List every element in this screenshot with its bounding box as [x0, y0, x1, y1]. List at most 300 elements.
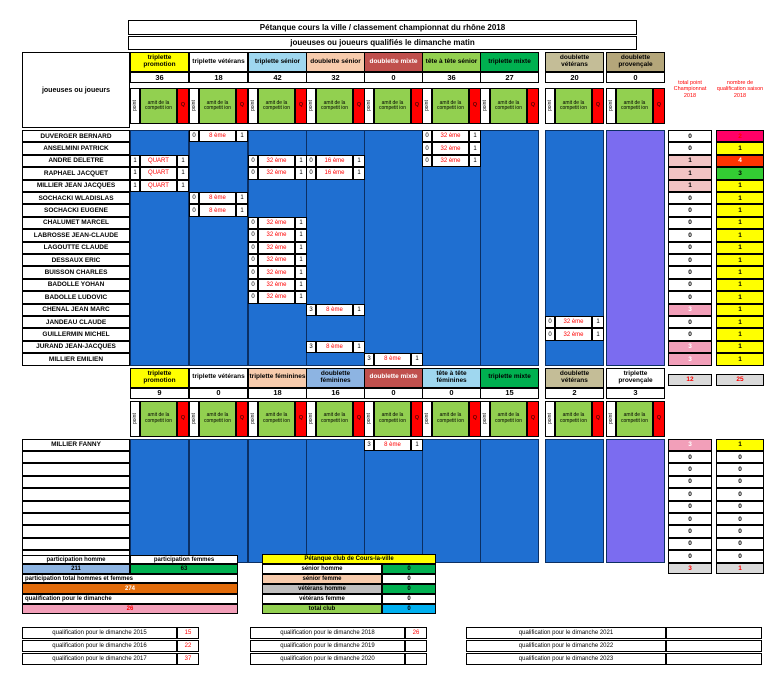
player-total: 0	[668, 142, 712, 154]
player-total: 1	[668, 167, 712, 179]
player-qualif-count: 1	[716, 316, 764, 328]
women-column-fill-0	[130, 439, 189, 563]
women-point-label-7: point	[545, 401, 555, 437]
women-q-label-3: Q	[353, 401, 365, 437]
empty-total: 0	[668, 525, 712, 537]
empty-total: 0	[668, 451, 712, 463]
entry-point: 0	[248, 229, 258, 241]
entry-point: 0	[189, 130, 199, 142]
men-point-label-4: point	[364, 88, 374, 124]
page-title: Pétanque cours la ville / classement championnat du rhône 2018	[128, 20, 637, 35]
participation-total-label: participation total hommes et femmes	[22, 574, 238, 583]
women-category-count-2: 18	[248, 388, 307, 399]
club-title: Pétanque club de Cours-la-ville	[262, 554, 436, 564]
empty-name-cell	[22, 513, 130, 525]
women-competition-label-1: amit de la competit ion	[199, 401, 236, 437]
empty-qualif: 0	[716, 550, 764, 562]
entry-point: 0	[248, 167, 258, 179]
entry-point: 3	[364, 439, 374, 451]
qualification-label: qualification pour le dimanche	[22, 594, 238, 604]
men-q-label-1: Q	[236, 88, 248, 124]
women-point-label-0: point	[130, 401, 140, 437]
men-point-label-8: point	[606, 88, 616, 124]
entry-qualif: 1	[295, 254, 307, 266]
entry-result: 8 ème	[374, 353, 411, 365]
empty-total: 0	[668, 513, 712, 525]
women-q-label-5: Q	[469, 401, 481, 437]
men-point-label-5: point	[422, 88, 432, 124]
men-competition-label-7: amit de la competit ion	[555, 88, 592, 124]
history-label: qualification pour le dimanche 2019	[250, 640, 405, 652]
women-point-label-5: point	[422, 401, 432, 437]
entry-qualif: 1	[353, 155, 365, 167]
men-total-points: 12	[668, 374, 712, 386]
empty-total: 0	[668, 476, 712, 488]
women-competition-label-5: amit de la competit ion	[432, 401, 469, 437]
club-row-value: 0	[382, 564, 436, 574]
player-name: ANDRE DELETRE	[22, 155, 130, 167]
player-total: 0	[668, 279, 712, 291]
women-q-label-2: Q	[295, 401, 307, 437]
men-category-count-5: 36	[422, 72, 481, 83]
men-category-count-1: 18	[189, 72, 248, 83]
player-total: 0	[668, 254, 712, 266]
women-total-qualif: 1	[716, 563, 764, 574]
entry-result: 32 ème	[555, 328, 592, 340]
history-label: qualification pour le dimanche 2020	[250, 653, 405, 665]
women-q-label-4: Q	[411, 401, 423, 437]
men-category-count-8: 0	[606, 72, 665, 83]
men-competition-label-1: amit de la competit ion	[199, 88, 236, 124]
men-q-label-6: Q	[527, 88, 539, 124]
women-competition-label-3: amit de la competit ion	[316, 401, 353, 437]
club-row-label: vétérans homme	[262, 584, 382, 594]
entry-result: 32 ème	[258, 266, 295, 278]
men-competition-label-6: amit de la competit ion	[490, 88, 527, 124]
player-total: 0	[668, 204, 712, 216]
entry-qualif: 1	[295, 217, 307, 229]
empty-name-cell	[22, 538, 130, 550]
entry-qualif: 1	[236, 204, 248, 216]
entry-point: 0	[248, 279, 258, 291]
women-q-label-0: Q	[177, 401, 189, 437]
women-q-label-1: Q	[236, 401, 248, 437]
entry-qualif: 1	[295, 266, 307, 278]
women-category-1: triplette vétérans	[189, 368, 248, 388]
entry-result: 8 ème	[199, 204, 236, 216]
women-column-fill-4	[364, 439, 423, 563]
men-category-3: doublette sénior	[306, 52, 365, 72]
player-name: CHENAL JEAN MARC	[22, 304, 130, 316]
player-qualif-count: 1	[716, 291, 764, 303]
women-q-label-6: Q	[527, 401, 539, 437]
women-point-label-1: point	[189, 401, 199, 437]
women-column-fill-6	[480, 439, 539, 563]
entry-qualif: 1	[353, 304, 365, 316]
women-point-label-2: point	[248, 401, 258, 437]
club-row-label: total club	[262, 604, 382, 614]
player-name: GUILLERMIN MICHEL	[22, 328, 130, 340]
history-value: 37	[177, 653, 199, 665]
player-qualif-count: 1	[716, 142, 764, 154]
entry-result: QUART	[140, 167, 177, 179]
history-label: qualification pour le dimanche 2017	[22, 653, 177, 665]
participation-women-label: participation femmes	[130, 555, 238, 564]
empty-name-cell	[22, 501, 130, 513]
club-row-value: 0	[382, 574, 436, 584]
player-qualif-count: 1	[716, 217, 764, 229]
entry-point: 1	[130, 180, 140, 192]
empty-name-cell	[22, 476, 130, 488]
entry-qualif: 1	[177, 155, 189, 167]
player-name: JURAND JEAN-JACQUES	[22, 341, 130, 353]
player-total: 3	[668, 353, 712, 365]
entry-qualif: 1	[592, 328, 604, 340]
women-category-3: doublette féminines	[306, 368, 365, 388]
player-total: 0	[668, 316, 712, 328]
player-qualif-count: 2	[716, 130, 764, 142]
entry-qualif: 1	[353, 167, 365, 179]
men-competition-label-0: amit de la competit ion	[140, 88, 177, 124]
entry-result: QUART	[140, 180, 177, 192]
participation-men-label: participation homme	[22, 555, 130, 564]
men-category-2: triplette sénior	[248, 52, 307, 72]
player-qualif-count: 1	[716, 204, 764, 216]
history-label: qualification pour le dimanche 2023	[466, 653, 666, 665]
history-value	[666, 627, 762, 639]
women-total-points: 3	[668, 563, 712, 574]
empty-qualif: 0	[716, 525, 764, 537]
women-category-count-8: 3	[606, 388, 665, 399]
men-point-label-3: point	[306, 88, 316, 124]
men-category-count-2: 42	[248, 72, 307, 83]
player-qualif-count: 1	[716, 328, 764, 340]
player-name: MILLIER FANNY	[22, 439, 130, 451]
player-name: DUVERGER BERNARD	[22, 130, 130, 142]
player-total: 0	[668, 229, 712, 241]
player-total: 0	[668, 130, 712, 142]
club-row-value: 0	[382, 584, 436, 594]
entry-qualif: 1	[177, 167, 189, 179]
entry-point: 0	[545, 328, 555, 340]
history-value: 26	[405, 627, 427, 639]
page-subtitle: joueuses ou joueurs qualifiés le dimanche matin	[128, 36, 637, 50]
player-qualif-count: 4	[716, 155, 764, 167]
men-total-qualif: 25	[716, 374, 764, 386]
history-label: qualification pour le dimanche 2021	[466, 627, 666, 639]
player-qualif-count: 1	[716, 439, 764, 451]
women-point-label-3: point	[306, 401, 316, 437]
women-competition-label-6: amit de la competit ion	[490, 401, 527, 437]
player-name: CHALUMET MARCEL	[22, 217, 130, 229]
entry-point: 0	[422, 155, 432, 167]
women-point-label-4: point	[364, 401, 374, 437]
women-category-0: triplette promotion	[130, 368, 189, 388]
entry-result: 32 ème	[432, 155, 469, 167]
club-row-label: sénior homme	[262, 564, 382, 574]
women-column-fill-3	[306, 439, 365, 563]
player-name: BADOLLE YOHAN	[22, 279, 130, 291]
empty-name-cell	[22, 488, 130, 500]
women-category-6: triplette mixte	[480, 368, 539, 388]
women-column-fill-1	[189, 439, 248, 563]
men-q-label-5: Q	[469, 88, 481, 124]
entry-result: 32 ème	[258, 217, 295, 229]
empty-name-cell	[22, 451, 130, 463]
player-total: 0	[668, 217, 712, 229]
men-category-count-7: 20	[545, 72, 604, 83]
player-total: 0	[668, 291, 712, 303]
women-category-count-4: 0	[364, 388, 423, 399]
entry-qualif: 1	[353, 341, 365, 353]
empty-qualif: 0	[716, 463, 764, 475]
men-category-7: doublette vétérans	[545, 52, 604, 72]
men-category-1: triplette vétérans	[189, 52, 248, 72]
player-name: LABROSSE JEAN-CLAUDE	[22, 229, 130, 241]
player-total: 0	[668, 192, 712, 204]
entry-point: 0	[248, 266, 258, 278]
women-category-4: doublette mixte	[364, 368, 423, 388]
men-category-6: triplette mixte	[480, 52, 539, 72]
empty-qualif: 0	[716, 513, 764, 525]
entry-result: 32 ème	[432, 130, 469, 142]
men-category-0: triplette promotion	[130, 52, 189, 72]
history-value	[666, 653, 762, 665]
player-total: 0	[668, 242, 712, 254]
women-competition-label-0: amit de la competit ion	[140, 401, 177, 437]
player-name: JANDEAU CLAUDE	[22, 316, 130, 328]
player-qualif-count: 1	[716, 353, 764, 365]
men-category-count-3: 32	[306, 72, 365, 83]
total-points-header: total point Championnat 2018	[673, 80, 707, 99]
empty-qualif: 0	[716, 476, 764, 488]
player-qualif-count: 1	[716, 279, 764, 291]
player-name: LAGOUTTE CLAUDE	[22, 242, 130, 254]
men-column-fill-6	[480, 130, 539, 366]
entry-point: 3	[306, 304, 316, 316]
entry-qualif: 1	[295, 279, 307, 291]
entry-point: 0	[248, 155, 258, 167]
men-competition-label-8: amit de la competit ion	[616, 88, 653, 124]
women-column-fill-5	[422, 439, 481, 563]
player-total: 1	[668, 180, 712, 192]
entry-result: 32 ème	[432, 142, 469, 154]
entry-result: 32 ème	[258, 167, 295, 179]
player-name: BADOLLE LUDOVIC	[22, 291, 130, 303]
entry-qualif: 1	[295, 242, 307, 254]
entry-point: 0	[248, 254, 258, 266]
club-row-value: 0	[382, 594, 436, 604]
players-header: joueuses ou joueurs	[22, 52, 130, 128]
entry-result: 32 ème	[258, 155, 295, 167]
player-qualif-count: 1	[716, 242, 764, 254]
entry-qualif: 1	[411, 353, 423, 365]
men-point-label-1: point	[189, 88, 199, 124]
empty-total: 0	[668, 550, 712, 562]
player-name: ANSELMINI PATRICK	[22, 142, 130, 154]
men-point-label-7: point	[545, 88, 555, 124]
entry-point: 0	[189, 204, 199, 216]
player-qualif-count: 1	[716, 266, 764, 278]
player-total: 0	[668, 328, 712, 340]
women-q-label-8: Q	[653, 401, 665, 437]
player-total: 3	[668, 341, 712, 353]
entry-qualif: 1	[295, 167, 307, 179]
entry-qualif: 1	[236, 130, 248, 142]
entry-point: 0	[422, 130, 432, 142]
entry-qualif: 1	[295, 155, 307, 167]
entry-result: 16 ème	[316, 167, 353, 179]
player-name: SOCHACKI WLADISLAS	[22, 192, 130, 204]
participation-women-value: 63	[130, 564, 238, 574]
empty-total: 0	[668, 463, 712, 475]
entry-result: 32 ème	[555, 316, 592, 328]
men-category-count-6: 27	[480, 72, 539, 83]
entry-point: 0	[422, 142, 432, 154]
player-name: SOCHACKI EUGENE	[22, 204, 130, 216]
empty-qualif: 0	[716, 488, 764, 500]
women-point-label-6: point	[480, 401, 490, 437]
men-column-fill-1	[189, 130, 248, 366]
player-total: 3	[668, 304, 712, 316]
entry-point: 0	[248, 242, 258, 254]
player-qualif-count: 1	[716, 229, 764, 241]
player-qualif-count: 1	[716, 192, 764, 204]
player-total: 1	[668, 155, 712, 167]
entry-result: 32 ème	[258, 254, 295, 266]
men-point-label-6: point	[480, 88, 490, 124]
club-row-value: 0	[382, 604, 436, 614]
men-q-label-0: Q	[177, 88, 189, 124]
men-column-fill-4	[364, 130, 423, 366]
men-competition-label-3: amit de la competit ion	[316, 88, 353, 124]
women-category-count-1: 0	[189, 388, 248, 399]
history-value	[666, 640, 762, 652]
entry-qualif: 1	[469, 142, 481, 154]
women-category-count-6: 15	[480, 388, 539, 399]
women-competition-label-2: amit de la competit ion	[258, 401, 295, 437]
women-column-fill-8	[606, 439, 665, 563]
history-value: 15	[177, 627, 199, 639]
qualification-value: 26	[22, 604, 238, 614]
women-category-7: doublette vétérans	[545, 368, 604, 388]
player-qualif-count: 1	[716, 254, 764, 266]
entry-result: 32 ème	[258, 279, 295, 291]
women-point-label-8: point	[606, 401, 616, 437]
empty-total: 0	[668, 501, 712, 513]
entry-result: 8 ème	[199, 192, 236, 204]
player-name: DESSAUX ERIC	[22, 254, 130, 266]
men-category-5: tête à tête sénior	[422, 52, 481, 72]
entry-point: 0	[545, 316, 555, 328]
history-value	[405, 640, 427, 652]
empty-qualif: 0	[716, 451, 764, 463]
entry-qualif: 1	[236, 192, 248, 204]
men-q-label-3: Q	[353, 88, 365, 124]
club-row-label: sénior femme	[262, 574, 382, 584]
men-q-label-2: Q	[295, 88, 307, 124]
history-value	[405, 653, 427, 665]
women-category-count-7: 2	[545, 388, 604, 399]
entry-point: 1	[130, 167, 140, 179]
empty-name-cell	[22, 525, 130, 537]
history-label: qualification pour le dimanche 2016	[22, 640, 177, 652]
entry-point: 1	[130, 155, 140, 167]
women-category-count-0: 9	[130, 388, 189, 399]
entry-point: 0	[248, 291, 258, 303]
entry-result: 8 ème	[374, 439, 411, 451]
women-category-5: tête à tête féminines	[422, 368, 481, 388]
player-name: RAPHAEL JACQUET	[22, 167, 130, 179]
entry-qualif: 1	[295, 291, 307, 303]
empty-total: 0	[668, 538, 712, 550]
player-qualif-count: 1	[716, 304, 764, 316]
player-total: 3	[668, 439, 712, 451]
entry-result: 8 ème	[316, 341, 353, 353]
entry-result: 32 ème	[258, 242, 295, 254]
entry-qualif: 1	[469, 155, 481, 167]
entry-result: 32 ème	[258, 291, 295, 303]
men-column-fill-8	[606, 130, 665, 366]
player-total: 0	[668, 266, 712, 278]
empty-name-cell	[22, 463, 130, 475]
history-label: qualification pour le dimanche 2022	[466, 640, 666, 652]
entry-qualif: 1	[411, 439, 423, 451]
entry-qualif: 1	[469, 130, 481, 142]
participation-men-value: 211	[22, 564, 130, 574]
women-competition-label-4: amit de la competit ion	[374, 401, 411, 437]
entry-result: 16 ème	[316, 155, 353, 167]
entry-point: 0	[306, 155, 316, 167]
player-name: MILLIER JEAN JACQUES	[22, 180, 130, 192]
women-category-count-5: 0	[422, 388, 481, 399]
entry-qualif: 1	[295, 229, 307, 241]
men-point-label-0: point	[130, 88, 140, 124]
player-qualif-count: 3	[716, 167, 764, 179]
history-label: qualification pour le dimanche 2015	[22, 627, 177, 639]
entry-point: 0	[248, 217, 258, 229]
entry-point: 0	[189, 192, 199, 204]
men-q-label-4: Q	[411, 88, 423, 124]
player-qualif-count: 1	[716, 180, 764, 192]
women-competition-label-8: amit de la competit ion	[616, 401, 653, 437]
entry-result: QUART	[140, 155, 177, 167]
entry-result: 32 ème	[258, 229, 295, 241]
player-name: MILLIER EMILIEN	[22, 353, 130, 365]
participation-total-value: 274	[22, 583, 238, 594]
player-qualif-count: 1	[716, 341, 764, 353]
men-q-label-7: Q	[592, 88, 604, 124]
women-q-label-7: Q	[592, 401, 604, 437]
women-category-2: triplette féminines	[248, 368, 307, 388]
men-category-count-4: 0	[364, 72, 423, 83]
entry-qualif: 1	[177, 180, 189, 192]
entry-point: 3	[364, 353, 374, 365]
men-point-label-2: point	[248, 88, 258, 124]
player-name: BUISSON CHARLES	[22, 266, 130, 278]
entry-qualif: 1	[592, 316, 604, 328]
women-competition-label-7: amit de la competit ion	[555, 401, 592, 437]
women-column-fill-7	[545, 439, 604, 563]
men-competition-label-5: amit de la competit ion	[432, 88, 469, 124]
empty-total: 0	[668, 488, 712, 500]
men-category-count-0: 36	[130, 72, 189, 83]
history-value: 22	[177, 640, 199, 652]
entry-point: 3	[306, 341, 316, 353]
empty-qualif: 0	[716, 538, 764, 550]
women-category-count-3: 16	[306, 388, 365, 399]
men-category-8: doublette provençale	[606, 52, 665, 72]
